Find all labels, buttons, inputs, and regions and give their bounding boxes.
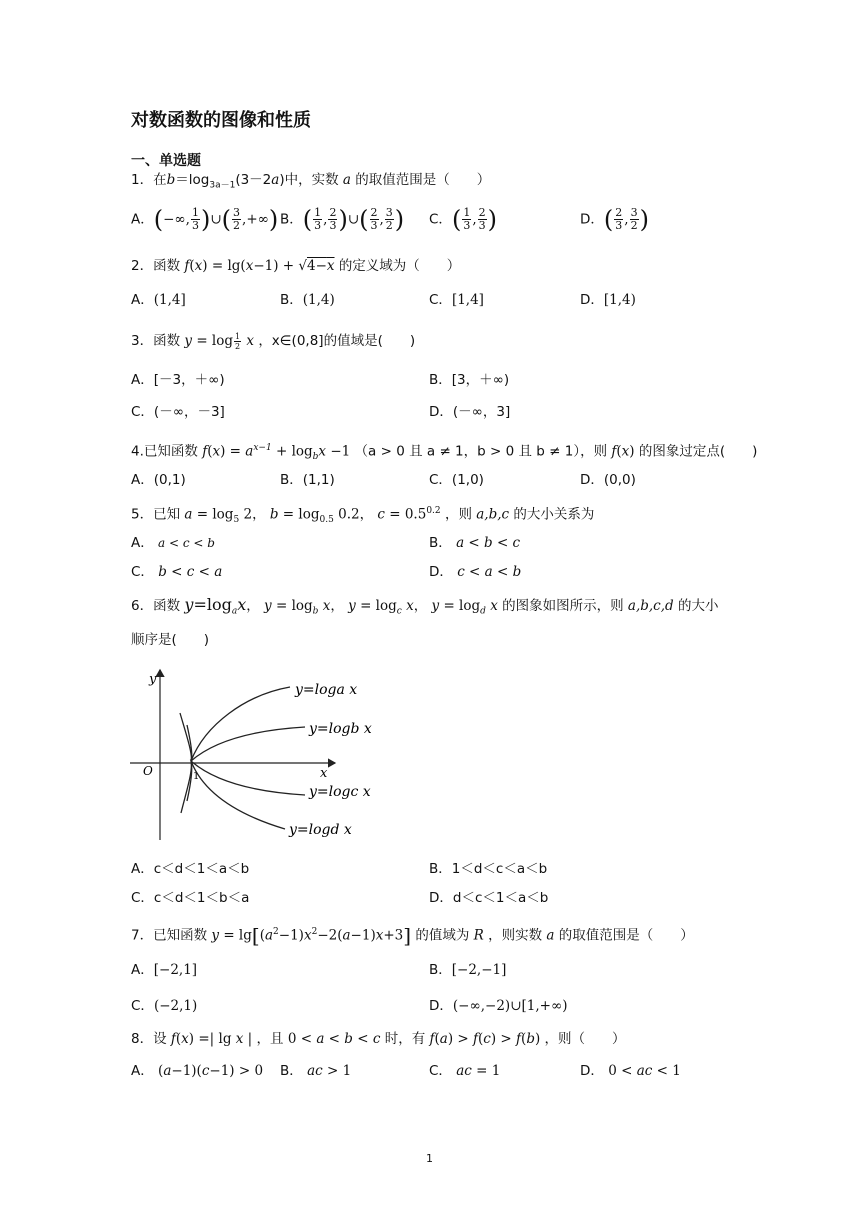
question-5-option-b[interactable]: B． a < b < c xyxy=(429,535,521,551)
question-5-option-d[interactable]: D． c < a < b xyxy=(429,564,522,580)
y-axis-label: y xyxy=(149,672,157,687)
label-log-c: y=logc x xyxy=(309,784,371,800)
curve-log-b xyxy=(187,725,305,761)
question-8-option-c[interactable]: C． ac = 1 xyxy=(429,1063,501,1079)
curve-log-c xyxy=(187,761,305,801)
question-6-log-graph xyxy=(125,665,385,845)
question-2-option-b[interactable]: B．(1,4) xyxy=(280,292,335,308)
question-3-option-d[interactable]: D．(－∞，3] xyxy=(429,404,511,420)
question-6-stem-line2: 顺序是( ) xyxy=(131,632,210,648)
question-4-option-d[interactable]: D．(0,0) xyxy=(580,472,636,488)
curve-log-d xyxy=(181,761,285,829)
origin-label: O xyxy=(143,764,153,778)
question-3-option-b[interactable]: B．[3，＋∞) xyxy=(429,372,510,388)
label-log-d: y=logd x xyxy=(289,822,352,838)
question-7-option-d[interactable]: D．(−∞,−2)∪[1,+∞) xyxy=(429,998,568,1014)
question-6-option-a[interactable]: A．c＜d＜1＜a＜b xyxy=(131,861,250,877)
question-6-option-d[interactable]: D．d＜c＜1＜a＜b xyxy=(429,890,549,906)
question-7-option-a[interactable]: A．[−2,1] xyxy=(131,962,198,978)
question-2-option-d[interactable]: D．[1,4) xyxy=(580,292,636,308)
question-3-option-c[interactable]: C．(－∞，－3] xyxy=(131,404,225,420)
question-2-option-a[interactable]: A．(1,4] xyxy=(131,292,186,308)
question-8-option-b[interactable]: B． ac > 1 xyxy=(280,1063,352,1079)
question-7-stem: 7．已知函数 $y = \lg[(a^2-1)x^2-2(a-1)x+3]$ 的值域为 R ，则实数 a 的取值范围是（ ） xyxy=(131,923,694,948)
curve-log-a xyxy=(180,687,290,761)
question-6-option-b[interactable]: B．1＜d＜c＜a＜b xyxy=(429,861,548,877)
question-1-option-c[interactable]: C．( $\frac{1}{3}$ , $\frac{2}{3}$ ) xyxy=(429,205,497,234)
question-2-option-c[interactable]: C．[1,4] xyxy=(429,292,484,308)
x-axis-label: x xyxy=(320,766,328,781)
question-3-option-a[interactable]: A．[－3，＋∞) xyxy=(131,372,225,388)
question-7-option-b[interactable]: B．[−2,−1] xyxy=(429,962,507,978)
section-heading: 一、单选题 xyxy=(131,153,201,169)
question-5-option-c[interactable]: C． b < c < a xyxy=(131,564,223,580)
question-4-option-c[interactable]: C．(1,0) xyxy=(429,472,484,488)
page-title: 对数函数的图像和性质 xyxy=(131,110,311,131)
question-4-option-b[interactable]: B．(1,1) xyxy=(280,472,335,488)
question-8-option-a[interactable]: A． (a−1)(c−1) > 0 xyxy=(131,1063,264,1079)
label-log-a: y=loga x xyxy=(295,682,358,698)
question-1-stem: 1．在$b=\log_{3a-1}(3-2a)$中，实数 a 的取值范围是（ ） xyxy=(131,172,491,191)
label-log-b: y=logb x xyxy=(309,721,372,737)
question-4-stem: 4.已知函数 $f(x) = a^{x-1} + \log_bx -1$ （a > 0 且 a ≠ 1，b > 0 且 b ≠ 1），则 f(x) 的图象过定点( ) xyxy=(131,443,758,463)
question-1-option-a[interactable]: A．(−∞, $\frac{1}{3}$ )∪( $\frac{3}{2}$ ,+∞) xyxy=(131,205,279,234)
question-8-stem: 8．设 f(x) =| lg x | ，且 0 < a < b < c 时，有 f(a) > f(c) > f(b) ，则（ ） xyxy=(131,1031,626,1047)
question-3-stem: 3．函数 y = log $\frac{1}{2}$ x ，x∈(0,8]的值域是( ) xyxy=(131,331,416,351)
question-4-option-a[interactable]: A．(0,1) xyxy=(131,472,186,488)
question-1-option-d[interactable]: D．( $\frac{2}{3}$ , $\frac{3}{2}$ ) xyxy=(580,205,649,234)
question-1-option-b[interactable]: B．( $\frac{1}{3}$ , $\frac{2}{3}$ )∪( $\frac{2}{3}$ , $\frac{3}{2}$ ) xyxy=(280,205,405,234)
question-2-stem: 2．函数 f(x) = lg(x−1) + √4−x 的定义域为（ ） xyxy=(131,258,461,274)
question-6-option-c[interactable]: C．c＜d＜1＜b＜a xyxy=(131,890,250,906)
question-5-stem: 5．已知 $a = \log_5 2$， $b = \log_{0.5} 0.2$， $c = 0.5^{0.2}$ ，则 a,b,c 的大小关系为 xyxy=(131,506,595,526)
page-number: 1 xyxy=(426,1152,433,1165)
one-label: 1 xyxy=(193,771,200,782)
question-6-stem: 6．函数 $y=\log_ax$， $y = \log_b x$， $y = \log_c x$， $y = \log_d x$ 的图象如图所示，则 a,b,c,d 的大小 xyxy=(131,595,719,617)
question-7-option-c[interactable]: C．(−2,1) xyxy=(131,998,198,1014)
question-5-option-a[interactable]: A． a < c < b xyxy=(131,535,215,551)
question-8-option-d[interactable]: D． 0 < ac < 1 xyxy=(580,1063,681,1079)
